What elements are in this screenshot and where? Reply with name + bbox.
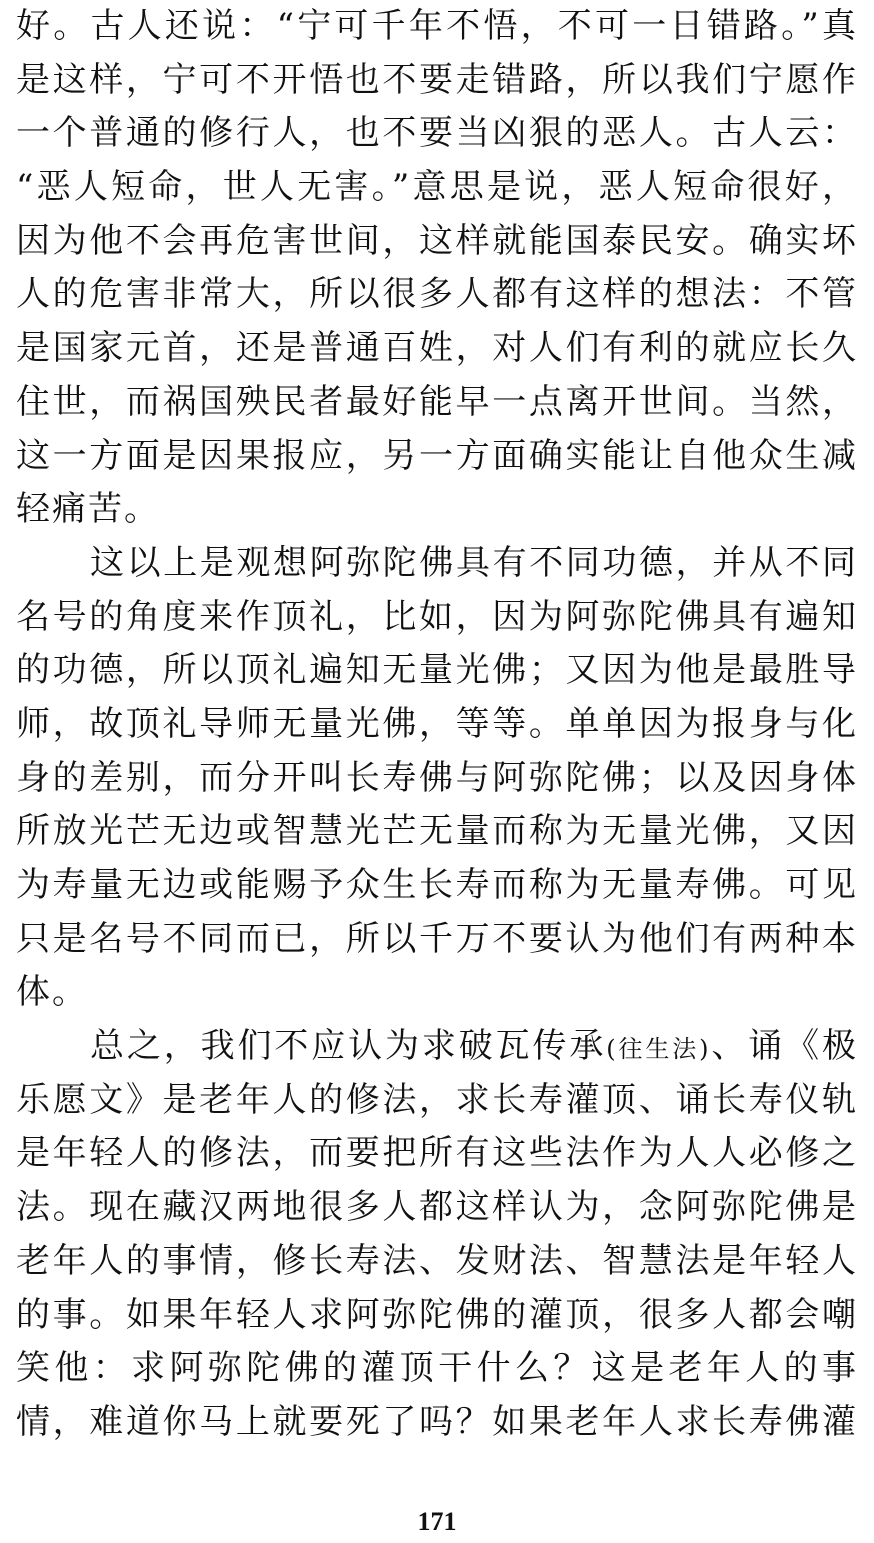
text-line: 是年轻人的修法，而要把所有这些法作为人人必修之 xyxy=(16,1133,858,1174)
text-line: 这以上是观想阿弥陀佛具有不同功德，并从不同 xyxy=(90,542,858,583)
text-line: 这一方面是因果报应，另一方面确实能让自他众生减 xyxy=(16,435,858,476)
page-number: 171 xyxy=(417,1507,457,1536)
text-line: 只是名号不同而已，所以千万不要认为他们有两种本 xyxy=(16,918,858,959)
text-line: 名号的角度来作顶礼，比如，因为阿弥陀佛具有遍知 xyxy=(16,596,858,637)
text-line: 的功德，所以顶礼遍知无量光佛；又因为他是最胜导 xyxy=(16,650,858,691)
text-line: 人的危害非常大，所以很多人都有这样的想法：不管 xyxy=(16,274,858,315)
text-line: 老年人的事情，修长寿法、发财法、智慧法是年轻人 xyxy=(16,1240,858,1281)
text-line: 的事。如果年轻人求阿弥陀佛的灌顶，很多人都会嘲 xyxy=(16,1294,858,1335)
text-line: 住世，而祸国殃民者最好能早一点离开世间。当然， xyxy=(16,381,858,422)
text-line: 师，故顶礼导师无量光佛，等等。单单因为报身与化 xyxy=(16,703,858,744)
text-line: 法。现在藏汉两地很多人都这样认为，念阿弥陀佛是 xyxy=(16,1187,858,1228)
text-line: 体。 xyxy=(16,972,88,1013)
text-line: 所放光芒无边或智慧光芒无量而称为无量光佛，又因 xyxy=(16,811,858,852)
text-line: 乐愿文》是老年人的修法，求长寿灌顶、诵长寿仪轨 xyxy=(16,1079,858,1120)
text-line: 是国家元首，还是普通百姓，对人们有利的就应长久 xyxy=(16,328,858,369)
text-line: 因为他不会再危害世间，这样就能国泰民安。确实坏 xyxy=(16,220,858,261)
text-line: 好。古人还说：“宁可千年不悟，不可一日错路。”真 xyxy=(16,6,858,46)
text-line: 轻痛苦。 xyxy=(16,489,160,530)
text-line xyxy=(16,1020,858,1074)
text-line: “恶人短命，世人无害。”意思是说，恶人短命很好， xyxy=(16,167,858,208)
text-line: 一个普通的修行人，也不要当凶狠的恶人。古人云： xyxy=(16,113,858,154)
text-line: 情，难道你马上就要死了吗？如果老年人求长寿佛灌 xyxy=(16,1401,858,1442)
text-line: 笑他：求阿弥陀佛的灌顶干什么？这是老年人的事 xyxy=(16,1348,858,1389)
paragraph-2 xyxy=(16,537,858,1020)
text-line: 身的差别，而分开叫长寿佛与阿弥陀佛；以及因身体 xyxy=(16,757,858,798)
parenthetical-note: (往生法) xyxy=(606,1035,711,1064)
text-span: 、诵《极 xyxy=(710,1026,859,1067)
paragraph-1 xyxy=(16,0,858,537)
text-line: 是这样，宁可不开悟也不要走错路，所以我们宁愿作 xyxy=(16,59,858,100)
text-line: 为寿量无边或能赐予众生长寿而称为无量寿佛。可见 xyxy=(16,865,858,905)
paragraph-3 xyxy=(16,1020,858,1450)
page-text xyxy=(16,0,858,1450)
text-span: 总之，我们不应认为求破瓦传承 xyxy=(90,1026,607,1067)
